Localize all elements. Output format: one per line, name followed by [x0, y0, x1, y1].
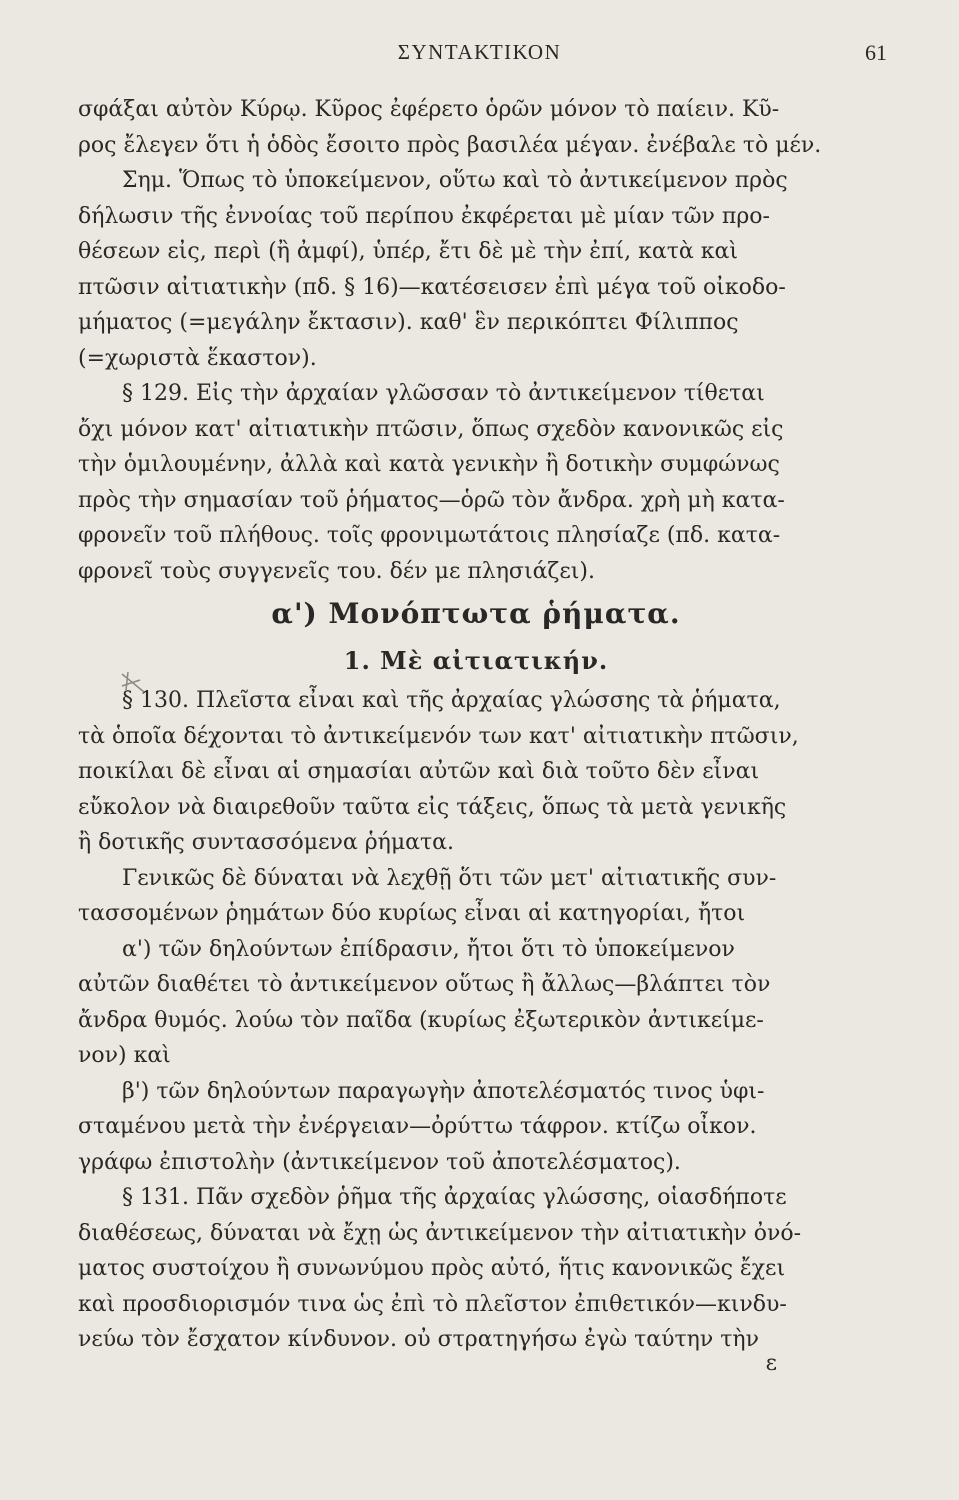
text-line: γράφω ἐπιστολὴν (ἀντικείμενον τοῦ ἀποτελέσματος).	[78, 1149, 681, 1175]
text-line: πρὸς τὴν σημασίαν τοῦ ῥήματος—ὁρῶ τὸν ἄνδρα. χρὴ μὴ κατα-	[78, 487, 785, 513]
text-line: ἄνδρα θυμός. λούω τὸν παῖδα (κυρίως ἐξωτερικὸν ἀντικείμε-	[78, 1007, 764, 1033]
text-line: μήματος (=μεγάλην ἔκτασιν). καθ' ἓν περικόπτει Φίλιππος	[78, 310, 739, 335]
text-line: νεύω τὸν ἔσχατον κίνδυνον. οὐ στρατηγήσω ἐγὼ ταύτην τὴν	[78, 1327, 759, 1352]
running-title: ΣΥΝΤΑΚΤΙΚΟΝ	[397, 40, 562, 64]
text-line: ἢ δοτικῆς συντασσόμενα ῥήματα.	[78, 830, 454, 855]
text-line: εὔκολον νὰ διαιρεθοῦν ταῦτα εἰς τάξεις, ὅπως τὰ μετὰ γενικῆς	[78, 794, 787, 820]
text-line: ὄχι μόνον κατ' αἰτιατικὴν πτῶσιν, ὅπως σχεδὸν κανονικῶς εἰς	[78, 416, 784, 442]
text-line: σταμένου μετὰ τὴν ἐνέργειαν—ὀρύττω τάφρον. κτίζω οἶκον.	[78, 1114, 757, 1139]
page-header	[0, 40, 959, 74]
text-line: αὐτῶν διαθέτει τὸ ἀντικείμενον οὕτως ἢ ἄλλως—βλάπτει τὸν	[78, 972, 771, 997]
page-number: 61	[865, 40, 887, 65]
text-line: τασσομένων ῥημάτων δύο κυρίως εἶναι αἱ κατηγορίαι, ἤτοι	[78, 901, 746, 926]
body-text	[78, 92, 874, 1358]
text-line: Γενικῶς δὲ δύναται νὰ λεχθῇ ὅτι τῶν μετ' αἰτιατικῆς συν-	[122, 865, 777, 891]
text-line: σφάξαι αὐτὸν Κύρῳ. Κῦρος ἐφέρετο ὁρῶν μόνον τὸ παίειν. Κῦ-	[78, 97, 780, 122]
text-line: ποικίλαι δὲ εἶναι αἱ σημασίαι αὐτῶν καὶ διὰ τοῦτο δὲν εἶναι	[78, 759, 760, 784]
text-line: § 131. Πᾶν σχεδὸν ῥῆμα τῆς ἀρχαίας γλώσσης, οἱασδήποτε	[122, 1185, 787, 1210]
text-line: δήλωσιν τῆς ἐννοίας τοῦ περίπου ἐκφέρεται μὲ μίαν τῶν προ-	[78, 203, 770, 229]
text-line: πτῶσιν αἰτιατικὴν (πδ. § 16)—κατέσεισεν ἐπὶ μέγα τοῦ οἰκοδο-	[78, 274, 786, 300]
text-line: § 130. Πλεῖστα εἶναι καὶ τῆς ἀρχαίας γλώσσης τὰ ῥήματα,	[122, 688, 781, 713]
text-line: ματος συστοίχου ἢ συνωνύμου πρὸς αὐτό, ἥτις κανονικῶς ἔχει	[78, 1256, 786, 1281]
subsection-heading: 1. Μὲ αἰτιατικήν.	[343, 646, 609, 675]
text-line: ρος ἔλεγεν ὅτι ἡ ὁδὸς ἔσοιτο πρὸς βασιλέα μέγαν. ἐνέβαλε τὸ μέν.	[78, 132, 822, 158]
text-line: § 129. Εἰς τὴν ἀρχαίαν γλῶσσαν τὸ ἀντικείμενον τίθεται	[122, 381, 765, 406]
text-line: τὴν ὁμιλουμένην, ἀλλὰ καὶ κατὰ γενικὴν ἢ δοτικὴν συμφώνως	[78, 452, 780, 477]
signature-mark: ε	[765, 1351, 777, 1376]
text-line: καὶ προσδιορισμόν τινα ὡς ἐπὶ τὸ πλεῖστον ἐπιθετικόν—κινδυ-	[78, 1291, 787, 1317]
text-line: διαθέσεως, δύναται νὰ ἔχῃ ὡς ἀντικείμενον τὴν αἰτιατικὴν ὀνό-	[78, 1220, 802, 1246]
pencil-mark-icon	[118, 668, 148, 698]
section-heading: α') Μονόπτωτα ῥήματα.	[271, 597, 681, 630]
text-line: φρονεῖν τοῦ πλήθους. τοῖς φρονιμωτάτοις πλησίαζε (πδ. κατα-	[78, 523, 781, 548]
text-line: φρονεῖ τοὺς συγγενεῖς του. δέν με πλησιάζει).	[78, 558, 595, 584]
text-line: Σημ. Ὅπως τὸ ὑποκείμενον, οὕτω καὶ τὸ ἀντικείμενον πρὸς	[122, 168, 788, 193]
text-line: θέσεων εἰς, περὶ (ἢ ἀμφί), ὑπέρ, ἔτι δὲ μὲ τὴν ἐπί, κατὰ καὶ	[78, 239, 738, 264]
text-line: (=χωριστὰ ἕκαστον).	[78, 345, 317, 371]
text-line: α') τῶν δηλούντων ἐπίδρασιν, ἤτοι ὅτι τὸ ὑποκείμενον	[122, 936, 735, 962]
text-line: β') τῶν δηλούντων παραγωγὴν ἀποτελέσματός τινος ὑφι-	[122, 1078, 765, 1104]
text-line: νον) καὶ	[78, 1043, 171, 1068]
text-line: τὰ ὁποῖα δέχονται τὸ ἀντικείμενόν των κατ' αἰτιατικὴν πτῶσιν,	[78, 723, 799, 749]
